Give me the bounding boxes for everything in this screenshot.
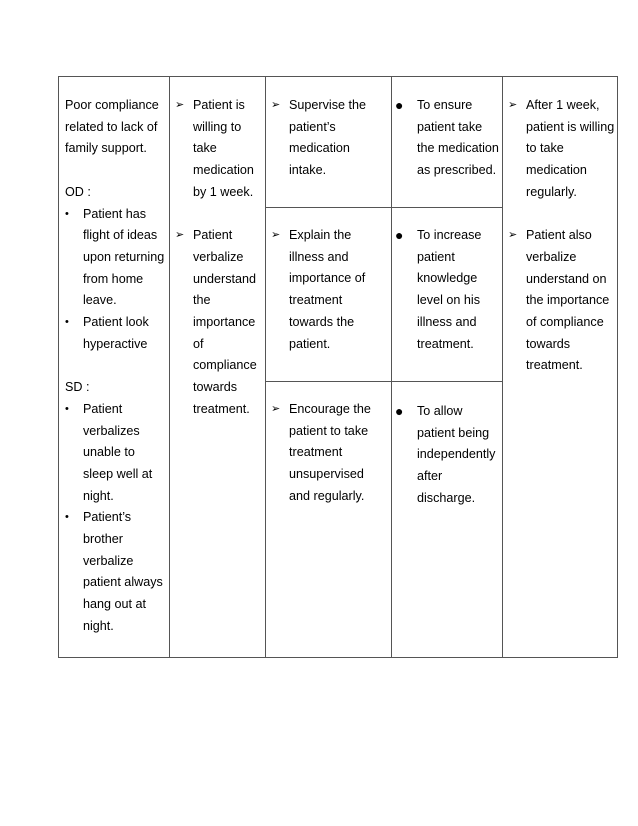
bullet-icon: • [65, 316, 69, 329]
rationale-line: patient take [417, 119, 483, 134]
column-divider [502, 77, 503, 657]
sd-line: sleep well at [83, 466, 153, 481]
goal-line: of [193, 336, 204, 351]
od-item [65, 312, 169, 355]
goal-item [175, 225, 263, 420]
column-divider [169, 77, 170, 657]
intervention-line: and regularly. [289, 488, 365, 503]
arrow-bullet-icon: ➢ [271, 99, 281, 111]
sd-item [65, 507, 169, 637]
bullet-icon: ● [395, 403, 404, 419]
evaluation-cell [508, 95, 616, 377]
evaluation-line: treatment. [526, 358, 583, 373]
od-line: from home [83, 271, 144, 286]
od-line: flight of ideas [83, 228, 158, 243]
rationale-item [395, 95, 501, 182]
arrow-bullet-icon: ➢ [508, 229, 518, 242]
problem-line: family support. [65, 141, 147, 156]
bullet-icon: ● [395, 227, 404, 243]
sd-line: patient always [83, 575, 163, 590]
rationale-line: patient [417, 249, 455, 264]
problem-line: Poor compliance [65, 98, 159, 112]
intervention-cell [271, 225, 389, 355]
od-line: Patient look [83, 315, 149, 330]
od-line: leave. [83, 293, 117, 308]
sd-line: brother [83, 532, 123, 547]
column-divider [391, 77, 392, 657]
intervention-cell [271, 399, 389, 508]
arrow-bullet-icon: ➢ [271, 229, 281, 241]
care-plan-table [58, 76, 618, 658]
rationale-line: the medication [417, 141, 499, 156]
rationale-item [395, 401, 501, 510]
goal-line: take [193, 141, 217, 156]
evaluation-line: of compliance [526, 315, 604, 330]
goal-line: Patient [193, 228, 233, 243]
sd-line: verbalizes [83, 423, 140, 438]
evaluation-line: medication [526, 163, 587, 178]
sd-line: night. [83, 618, 114, 633]
rationale-item [395, 225, 501, 355]
row-divider [265, 207, 502, 208]
intervention-item [271, 225, 389, 355]
goal-line: the [193, 293, 211, 308]
intervention-item [271, 95, 389, 182]
goal-line: medication [193, 163, 254, 178]
intervention-line: importance of [289, 271, 366, 286]
sd-line: Patient [83, 401, 123, 416]
rationale-line: To allow [417, 404, 463, 418]
rationale-line: independently [417, 447, 496, 462]
assessment-cell [65, 95, 169, 638]
intervention-line: unsupervised [289, 467, 364, 482]
rationale-cell [395, 401, 501, 510]
rationale-line: level on his [417, 293, 481, 308]
rationale-line: knowledge [417, 271, 478, 286]
od-line: upon returning [83, 249, 165, 264]
intervention-line: towards the [289, 314, 355, 329]
intervention-line: medication [289, 141, 350, 156]
sd-line: verbalize [83, 553, 134, 568]
arrow-bullet-icon: ➢ [175, 229, 185, 242]
goal-item [175, 95, 263, 204]
sd-label: SD : [65, 380, 90, 395]
bullet-icon: • [65, 207, 69, 220]
rationale-line: patient being [417, 425, 490, 440]
rationale-line: treatment. [417, 336, 474, 351]
arrow-bullet-icon: ➢ [175, 99, 185, 111]
goal-line: compliance [193, 358, 257, 373]
bullet-icon: • [65, 511, 69, 524]
evaluation-item [508, 95, 616, 204]
goal-line: importance [193, 315, 256, 330]
evaluation-line: the importance [526, 293, 610, 308]
goal-line: Patient is [193, 98, 245, 112]
evaluation-item [508, 225, 616, 377]
intervention-line: intake. [289, 163, 327, 178]
arrow-bullet-icon: ➢ [508, 99, 518, 111]
bullet-icon: ● [395, 97, 404, 113]
goal-cell [175, 95, 263, 421]
goal-line: by 1 week. [193, 184, 254, 199]
bullet-icon: • [65, 402, 69, 415]
od-line: hyperactive [83, 336, 148, 351]
goal-line: verbalize [193, 249, 244, 264]
arrow-bullet-icon: ➢ [271, 403, 281, 415]
intervention-line: patient’s [289, 119, 336, 134]
sd-line: night. [83, 488, 114, 503]
goal-line: towards [193, 380, 238, 395]
od-line: Patient has [83, 206, 147, 221]
intervention-line: treatment [289, 445, 343, 460]
rationale-line: as prescribed. [417, 163, 497, 178]
sd-line: Patient’s [83, 510, 132, 525]
rationale-line: after [417, 469, 443, 484]
goal-line: willing to [193, 119, 242, 134]
intervention-line: illness and [289, 249, 349, 264]
goal-line: treatment. [193, 401, 250, 416]
intervention-item [271, 399, 389, 508]
problem-line: related to lack of [65, 119, 158, 134]
evaluation-line: regularly. [526, 184, 577, 199]
intervention-line: patient. [289, 336, 331, 351]
od-item [65, 204, 169, 313]
rationale-line: discharge. [417, 490, 476, 505]
rationale-line: To ensure [417, 98, 473, 112]
sd-line: unable to [83, 445, 135, 460]
goal-line: understand [193, 271, 257, 286]
evaluation-line: towards [526, 336, 571, 351]
evaluation-line: Patient also [526, 228, 592, 243]
evaluation-line: to take [526, 141, 564, 156]
evaluation-line: After 1 week, [526, 98, 600, 112]
column-divider [265, 77, 266, 657]
rationale-cell [395, 95, 501, 182]
evaluation-line: patient is willing [526, 119, 615, 134]
od-label: OD : [65, 184, 91, 199]
intervention-line: treatment [289, 293, 343, 308]
rationale-line: To increase [417, 228, 482, 242]
intervention-line: Explain the [289, 228, 352, 242]
intervention-line: Encourage the [289, 402, 371, 416]
intervention-cell [271, 95, 389, 182]
row-divider [265, 381, 502, 382]
evaluation-line: verbalize [526, 249, 577, 264]
intervention-line: patient to take [289, 423, 369, 438]
rationale-cell [395, 225, 501, 355]
rationale-line: illness and [417, 314, 477, 329]
sd-line: hang out at [83, 597, 147, 612]
evaluation-line: understand on [526, 271, 607, 286]
intervention-line: Supervise the [289, 98, 367, 112]
sd-item [65, 399, 169, 508]
